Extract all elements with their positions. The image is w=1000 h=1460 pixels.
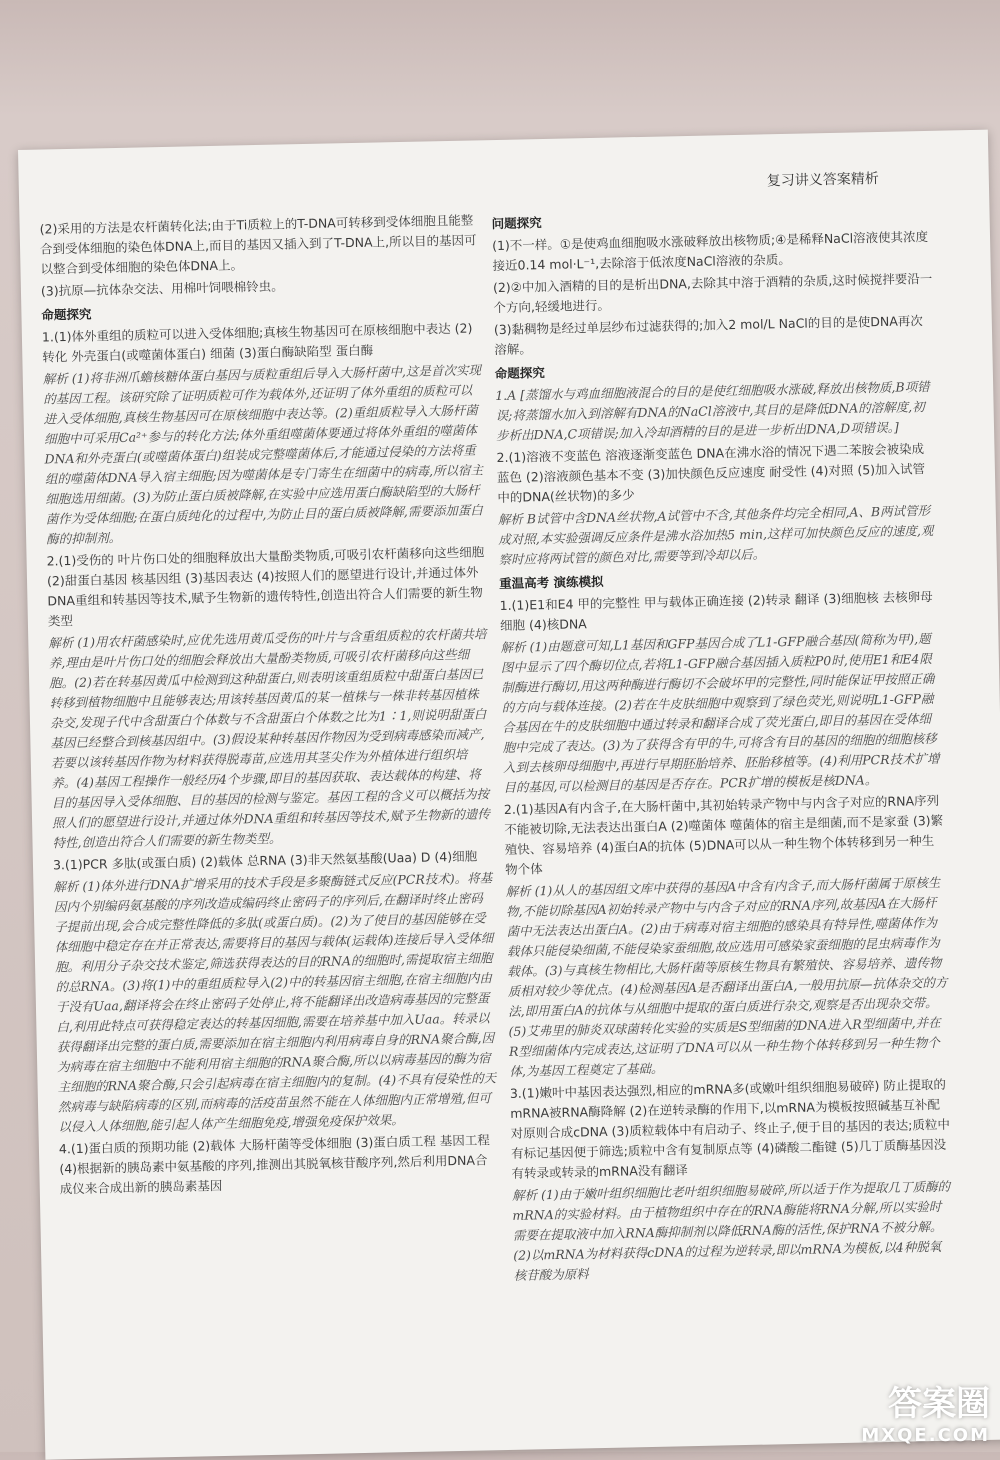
- answer-paragraph: 1.(1)体外重组的质粒可以进入受体细胞;真核生物基因可在原核细胞中表达 (2)转化 外壳蛋白(或噬菌体蛋白) 细菌 (3)蛋白酶缺陷型 蛋白酶: [41, 320, 473, 365]
- analysis-paragraph: 1.A [蒸馏水与鸡血细胞液混合的目的是使红细胞吸水涨破,释放出核物质,B项错误;将蒸馏水加入到溶解有DNA的NaCl溶液中,其目的是降低DNA的溶解度,初步析出DNA,C项错误;加入冷却酒精的目的是进一步析出DNA,D项错误。]: [495, 378, 930, 444]
- answer-paragraph: 2.(1)受伤的 叶片伤口处的细胞释放出大量酚类物质,可吸引农杆菌移向这些细胞 (2)甜蛋白基因 核基因组 (3)基因表达 (4)按照人们的愿望进行设计,并通过体外DNA重组和转基因等技术,赋予生物新的遗传特性,创造出符合人们需要的新生物类型: [46, 544, 485, 629]
- analysis-paragraph: 解析 (1)将非洲爪蟾核糖体蛋白基因与质粒重组后导入大肠杆菌中,这是首次实现的基因工程。该研究除了证明质粒可作为载体外,还证明了体外重组的质粒可以进入受体细胞,真核生物基因可在原核细胞中表达等。(2)重组质粒导入大肠杆菌细胞中可采用Ca²⁺参与的转化方法;体外重组噬菌体要通过将体外重组的噬菌体DNA和外壳蛋白(或噬菌体蛋白)组装成完整噬菌体后,才能通过侵染的方法将重组的噬菌体DNA导入宿主细胞;因为噬菌体是专门寄生在细菌中的病毒,所以宿主细胞选用细菌。(3)为防止蛋白质被降解,在实验中应选用蛋白酶缺陷型的大肠杆菌作为受体细胞;在蛋白质纯化的过程中,为防止目的蛋白质被降解,需要添加蛋白酶的抑制剂。: [42, 362, 484, 547]
- section-heading: 命题探究: [494, 365, 545, 382]
- analysis-paragraph: 解析 (1)由题意可知,L1基因和GFP基因合成了L1-GFP融合基因(简称为甲),题图中显示了四个酶切位点,若将L1-GFP融合基因插入质粒P0时,使用E1和E4限制酶进行酶切,用这两种酶进行酶切不会破坏甲的完整性,同时能保证甲按照正确的方向与载体连接。(2)若在牛皮肤细胞中观察到了绿色荧光,则说明L1-GFP融合基因在牛的皮肤细胞中通过转录和翻译合成了荧光蛋白,即目的基因在受体细胞中完成了表达。(3)为了获得含有甲的牛,可将含有目的基因的细胞的细胞核移入到去核卵母细胞中,再进行早期胚胎培养、胚胎移植等。(4)利用PCR技术扩增目的基因,可以检测目的基因是否存在。PCR扩增的模板是核DNA。: [500, 630, 940, 795]
- answer-paragraph: 3.(1)嫩叶中基因表达强烈,相应的mRNA多(或嫩叶组织细胞易破碎) 防止提取的mRNA被RNA酶降解 (2)在逆转录酶的作用下,以mRNA为模板按照碱基互补配对原则合成cDNA (3)质粒载体中有启动子、终止子,便于目的基因的表达;质粒中有标记基因便于筛选;质粒中含有复制原点等 (4)磷酸二酯键 (5)几丁质酶基因没有转录或转录的mRNA没有翻译: [509, 1076, 951, 1181]
- answer-paragraph: 3.(1)PCR 多肽(或蛋白质) (2)载体 总RNA (3)非天然氨基酸(Uaa) D (4)细胞: [52, 848, 478, 873]
- answer-paragraph: (2)采用的方法是农杆菌转化法;由于Ti质粒上的T-DNA可转移到受体细胞且能整合到受体细胞的染色体DNA上,而目的基因又插入到了T-DNA上,所以目的基因可以整合到受体细胞的染色体DNA上。: [39, 212, 477, 277]
- answer-paragraph: 4.(1)蛋白质的预期功能 (2)载体 大肠杆菌等受体细胞 (3)蛋白质工程 基因工程 (4)根据新的胰岛素中氨基酸的序列,推测出其脱氧核苷酸序列,然后利用DNA合成仪来合成出新的胰岛素基因: [58, 1132, 490, 1197]
- answer-paragraph: 2.(1)溶液不变蓝色 溶液逐渐变蓝色 DNA在沸水浴的情况下遇二苯胺会被染成蓝色 (2)溶液颜色基本不变 (3)加快颜色反应速度 耐受性 (4)对照 (5)加入试管中的DNA(丝状物)的多少: [496, 441, 926, 506]
- watermark-url-text: MXQE.COM: [861, 1425, 990, 1446]
- analysis-paragraph: 解析 (1)从人的基因组文库中获得的基因A中含有内含子,而大肠杆菌属于原核生物,不能切除基因A初始转录产物中与内含子对应的RNA序列,故基因A在大肠杆菌中无法表达出蛋白A。(2)由于病毒对宿主细胞的感染具有特异性,噬菌体作为载体只能侵染细菌,不能侵染家蚕细胞,故应选用可感染家蚕细胞的昆虫病毒作为载体。(3)与真核生物相比,大肠杆菌等原核生物具有繁殖快、容易培养、遗传物质相对较少等优点。(4)检测基因A是否翻译出蛋白A,一般用抗原—抗体杂交的方法,即用蛋白A的抗体与从细胞中提取的蛋白质进行杂交,观察是否出现杂交带。(5)艾弗里的肺炎双球菌转化实验的实质是S型细菌的DNA进入R型细菌中,并在R型细菌体内完成表达,这证明了DNA可以从一种生物个体转移到另一种生物个体,为基因工程奠定了基础。: [505, 874, 948, 1079]
- watermark-logo: [861, 1376, 990, 1446]
- right-column: [491, 201, 953, 1288]
- section-heading: 重温高考 演练模拟: [499, 573, 604, 592]
- analysis-paragraph: 解析 B试管中含DNA丝状物,A试管中不含,其他条件均完全相同,A、B两试管形成对照,本实验强调反应条件是沸水浴加热5 min,这样可加快颜色反应的速度,观察时应将两试管的颜色对比,需要等到冷却以后。: [497, 502, 934, 568]
- analysis-paragraph: 解析 (1)用农杆菌感染时,应优先选用黄瓜受伤的叶片与含重组质粒的农杆菌共培养,理由是叶片伤口处的细胞会释放出大量酚类物质,可吸引农杆菌移向这些细胞。(2)若在转基因黄瓜中检测到这种甜蛋白,则表明该重组质粒中甜蛋白基因已转移到植物细胞中且能够表达;用该转基因黄瓜的某一植株与一株非转基因植株杂交,发现子代中含甜蛋白个体数与不含甜蛋白个体数之比为1∶1,则说明甜蛋白基因已经整合到核基因组中。(3)假设某种转基因作物因为受到病毒感染而减产,若要以该转基因作物为材料获得脱毒苗,应选用其茎尖作为外植体进行组织培养。(4)基因工程操作一般经历4个步骤,即目的基因获取、表达载体的构建、将目的基因导入受体细胞、目的基因的检测与鉴定。基因工程的含义可以概括为按照人们的愿望进行设计,并通过体外DNA重组和转基因等技术,赋予生物新的遗传特性,创造出符合人们需要的新生物类型。: [48, 626, 491, 851]
- left-column: [39, 210, 499, 1201]
- answer-paragraph: 2.(1)基因A有内含子,在大肠杆菌中,其初始转录产物中与内含子对应的RNA序列不能被切除,无法表达出蛋白A (2)噬菌体 噬菌体的宿主是细菌,而不是家蚕 (3)繁殖快、容易培养 (4)蛋白A的抗体 (5)DNA可以从一种生物个体转移到另一种生物个体: [503, 792, 944, 877]
- analysis-paragraph: 解析 (1)由于嫩叶组织细胞比老叶组织细胞易破碎,所以适于作为提取几丁质酶的mRNA的实验材料。由于植物组织中存在的RNA酶能将RNA分解,所以实验时需要在提取液中加入RNA酶抑制剂以降低RNA酶的活性,保护RNA不被分解。(2)以mRNA为材料获得cDNA的过程为逆转录,即以mRNA为模板,以4种脱氧核苷酸为原料: [511, 1178, 951, 1283]
- answer-paragraph: (1)不一样。①是使鸡血细胞吸水涨破释放出核物质;④是稀释NaCl溶液使其浓度接近0.14 mol·L⁻¹,去除溶于低浓度NaCl溶液的杂质。: [491, 228, 929, 274]
- page-header: 复习讲义答案精析: [766, 170, 879, 190]
- answer-paragraph: 1.(1)E1和E4 甲的完整性 甲与载体正确连接 (2)转录 翻译 (3)细胞核 去核卵母细胞 (4)核DNA: [499, 588, 933, 634]
- analysis-paragraph: 解析 (1)体外进行DNA扩增采用的技术手段是多聚酶链式反应(PCR技术)。将基因内个别编码氨基酸的序列改造成编码终止密码子的序列后,在翻译时终止密码子提前出现,会合成完整性降低的多肽(或蛋白质)。(2)为了使目的基因能够在受体细胞中稳定存在并正常表达,需要将目的基因与载体(运载体)连接后导入受体细胞。利用分子杂交技术鉴定,筛选获得表达的目的RNA的细胞时,需提取宿主细胞的总RNA。(3)将(1)中的重组质粒导入(2)中的转基因宿主细胞,在宿主细胞内由于没有Uaa,翻译将会在终止密码子处停止,将不能翻译出改造病毒基因的完整蛋白,利用此特点可获得稳定表达的转基因细胞,需要在培养基中加入Uaa。转录以获得翻译出完整的蛋白质,需要添加在宿主细胞内利用病毒自身的RNA聚合酶,因为病毒在宿主细胞中不能利用宿主细胞的RNA聚合酶,所以以病毒基因的酶为宿主细胞的RNA聚合酶,只会引起病毒在宿主细胞内的复制。(4)不具有侵染性的天然病毒与缺陷病毒的区别,而病毒的活疫苗虽然不能在人体细胞内正常增殖,但可以侵入人体细胞,能引起人体产生细胞免疫,增强免疫保护效果。: [53, 870, 497, 1135]
- answer-paragraph: (2)②中加入酒精的目的是析出DNA,去除其中溶于酒精的杂质,这时候搅拌要沿一个方向,轻缓地进行。: [492, 270, 933, 316]
- section-heading: 问题探究: [491, 215, 542, 232]
- watermark-main-text: 答案圈: [888, 1384, 990, 1424]
- book-page: [18, 130, 1000, 1460]
- answer-paragraph: (3)黏稠物是经过单层纱布过滤获得的;加入2 mol/L NaCl的目的是使DNA再次溶解。: [493, 313, 923, 358]
- section-heading: 命题探究: [41, 306, 92, 323]
- answer-paragraph: (3)抗原—抗体杂交法、用棉叶饲喂棉铃虫。: [40, 278, 284, 299]
